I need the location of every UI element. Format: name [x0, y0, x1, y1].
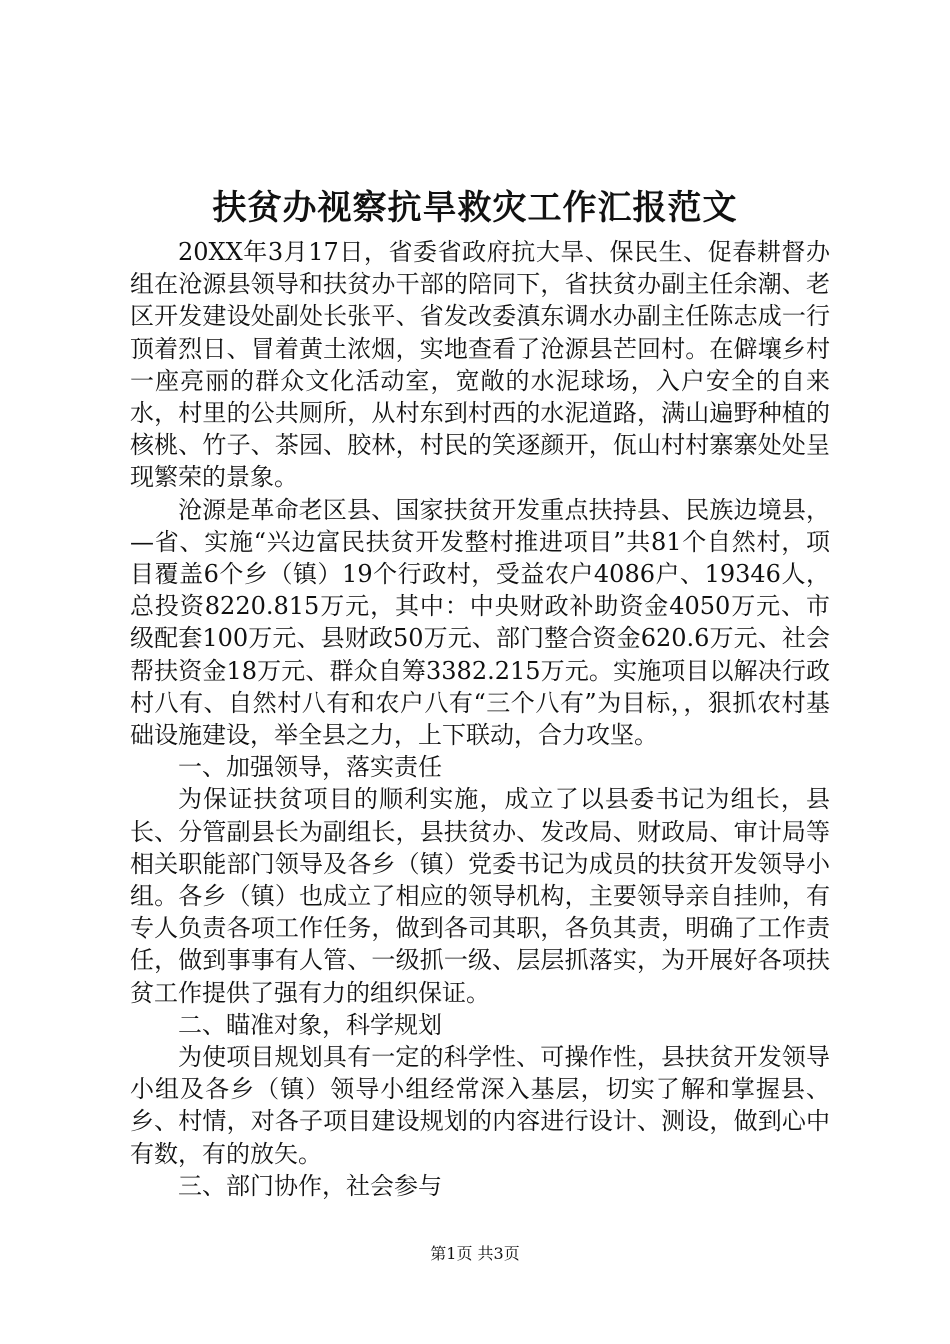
document-title: 扶贫办视察抗旱救灾工作汇报范文 — [212, 188, 738, 228]
paragraph-section-2: 为使项目规划具有一定的科学性、可操作性，县扶贫开发领导小组及各乡（镇）领导小组经常深入基层，切实了解和掌握县、乡、村情，对各子项目建设规划的内容进行设计、测设，做到心中有数，有的放矢。 — [130, 1043, 830, 1168]
paragraph-intro: 20XX年3月17日，省委省政府抗大旱、保民生、促春耕督办组在沧源县领导和扶贫办干部的陪同下，省扶贫办副主任余潮、老区开发建设处副处长张平、省发改委滇东调水办副主任陈志成一行顶着烈日、冒着黄土浓烟，实地查看了沧源县芒回村。在僻壤乡村一座亮丽的群众文化活动室，宽敞的水泥球场，入户安全的自来水，村里的公共厕所，从村东到村西的水泥道路，满山遍野种植的核桃、竹子、茶园、胶林，村民的笑逐颜开，佤山村村寨寨处处呈现繁荣的景象。 — [130, 238, 830, 492]
document-body — [130, 236, 830, 1202]
page-footer: 第1页 共3页 — [430, 1244, 520, 1263]
section-heading-2: 二、瞄准对象，科学规划 — [178, 1010, 442, 1039]
paragraph-overview: 沧源是革命老区县、国家扶贫开发重点扶持县、民族边境县，—省、实施“兴边富民扶贫开发整村推进项目”共81个自然村，项目覆盖6个乡（镇）19个行政村，受益农户4086户、19346人，总投资8220.815万元，其中：中央财政补助资金4050万元、市级配套100万元、县财政50万元、部门整合资金620.6万元、社会帮扶资金18万元、群众自筹3382.215万元。实施项目以解决行政村八有、自然村八有和农户八有“三个八有”为目标，，狠抓农村基础设施建设，举全县之力，上下联动，合力攻坚。 — [130, 495, 830, 750]
section-heading-3: 三、部门协作，社会参与 — [178, 1171, 442, 1200]
paragraph-section-1: 为保证扶贫项目的顺利实施，成立了以县委书记为组长，县长、分管副县长为副组长，县扶贫办、发改局、财政局、审计局等相关职能部门领导及各乡（镇）党委书记为成员的扶贫开发领导小组。各乡（镇）也成立了相应的领导机构，主要领导亲自挂帅，有专人负责各项工作任务，做到各司其职，各负其责，明确了工作责任，做到事事有人管、一级抓一级、层层抓落实，为开展好各项扶贫工作提供了强有力的组织保证。 — [130, 785, 830, 1007]
section-heading-1: 一、加强领导，落实责任 — [178, 753, 442, 782]
